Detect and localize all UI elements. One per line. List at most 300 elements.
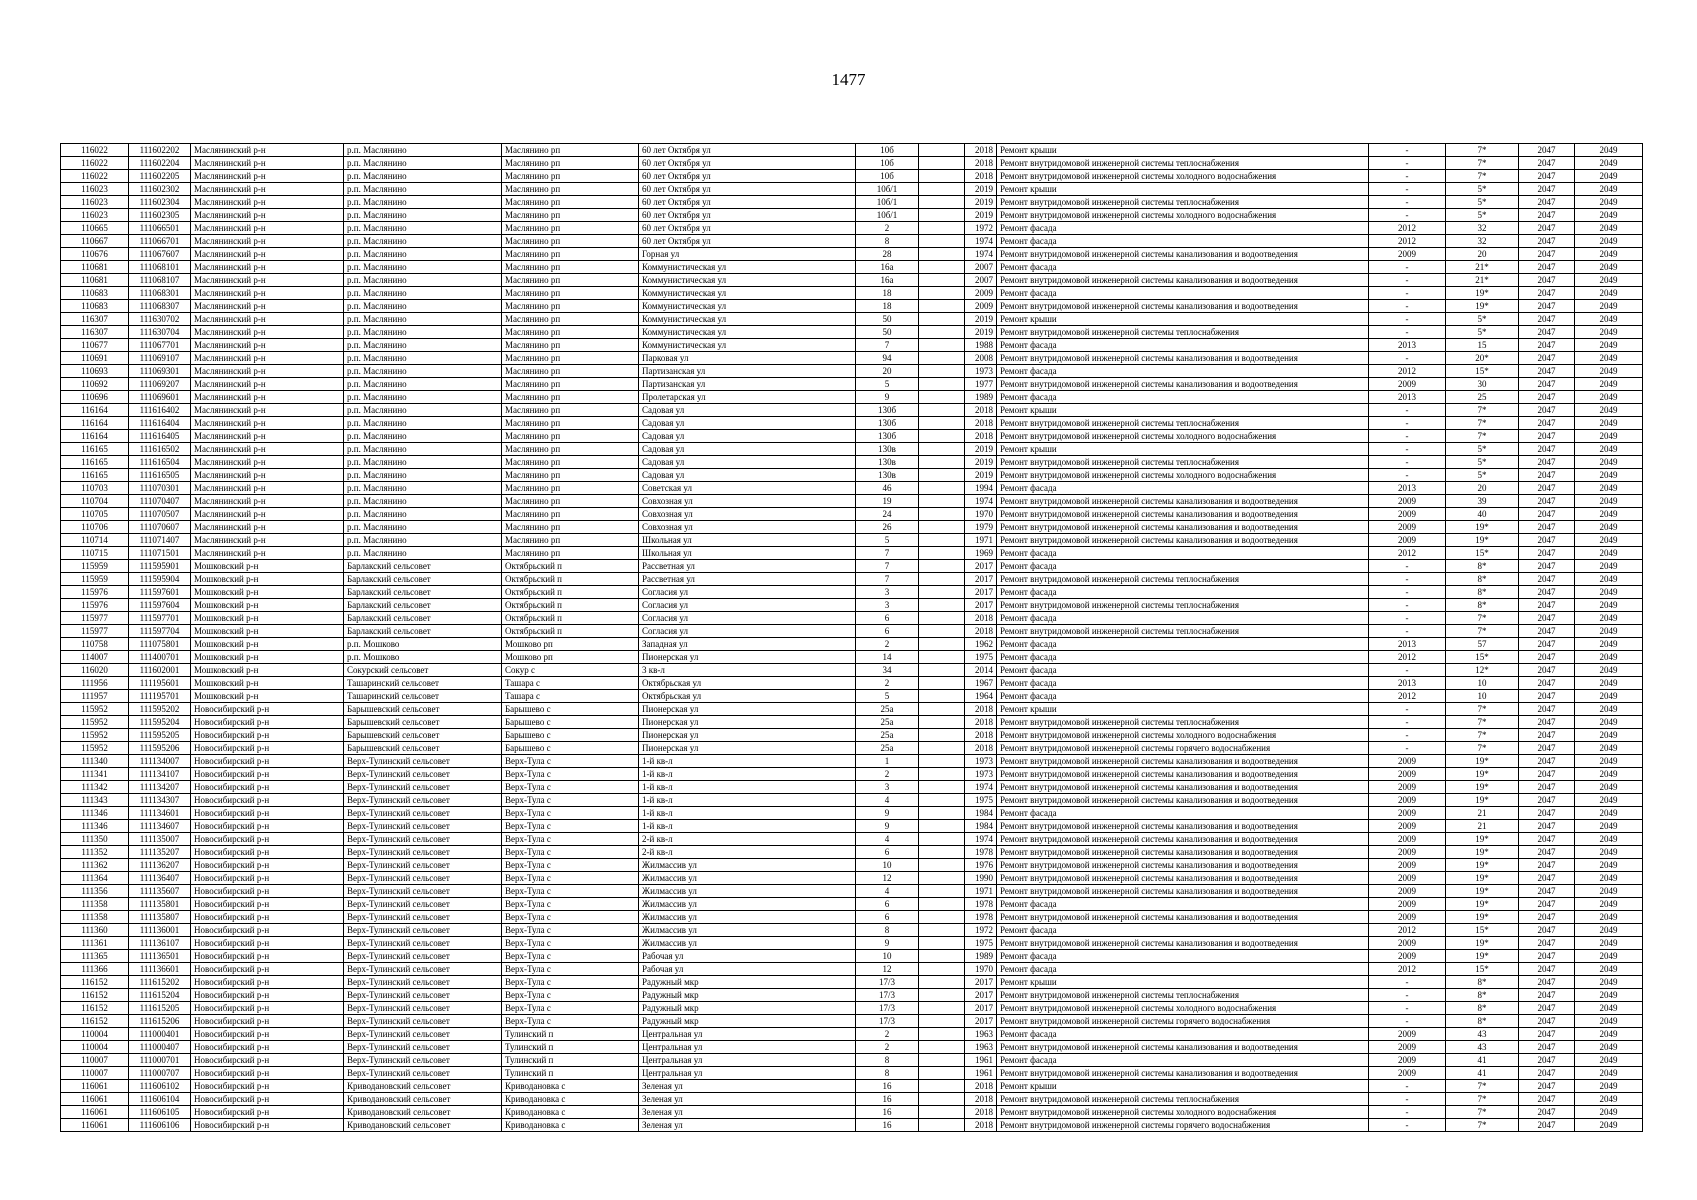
cell-house-id: 110676 <box>61 248 129 261</box>
cell-year-built: 2018 <box>965 1119 997 1132</box>
cell-street: Жилмассив ул <box>639 872 856 885</box>
cell-building <box>919 924 965 937</box>
cell-last-repair-year: 2013 <box>1369 677 1446 690</box>
cell-record-id: 111606104 <box>129 1093 191 1106</box>
cell-year-built: 2019 <box>965 313 997 326</box>
cell-house-number: 130б <box>856 430 919 443</box>
cell-end-year: 2049 <box>1575 846 1643 859</box>
cell-year-built: 1975 <box>965 794 997 807</box>
cell-house-id: 110004 <box>61 1041 129 1054</box>
cell-wear: 21* <box>1446 261 1519 274</box>
cell-wear: 19* <box>1446 950 1519 963</box>
cell-street: Школьная ул <box>639 547 856 560</box>
cell-record-id: 111000401 <box>129 1028 191 1041</box>
cell-record-id: 111071407 <box>129 534 191 547</box>
cell-wear: 10 <box>1446 690 1519 703</box>
cell-district: Маслянинский р-н <box>191 157 344 170</box>
cell-year-built: 1988 <box>965 339 997 352</box>
cell-year-built: 2007 <box>965 261 997 274</box>
cell-house-id: 110007 <box>61 1067 129 1080</box>
cell-district: Новосибирский р-н <box>191 755 344 768</box>
cell-building <box>919 508 965 521</box>
cell-end-year: 2049 <box>1575 586 1643 599</box>
cell-district: Новосибирский р-н <box>191 781 344 794</box>
cell-wear: 5* <box>1446 196 1519 209</box>
cell-record-id: 111069207 <box>129 378 191 391</box>
cell-street: Коммунистическая ул <box>639 313 856 326</box>
cell-last-repair-year: 2009 <box>1369 781 1446 794</box>
cell-end-year: 2049 <box>1575 508 1643 521</box>
cell-building <box>919 443 965 456</box>
cell-last-repair-year: - <box>1369 742 1446 755</box>
cell-year-built: 1978 <box>965 911 997 924</box>
cell-end-year: 2049 <box>1575 651 1643 664</box>
cell-year-built: 1984 <box>965 820 997 833</box>
cell-district: Мошковский р-н <box>191 612 344 625</box>
cell-end-year: 2049 <box>1575 963 1643 976</box>
table-row <box>61 235 1643 248</box>
cell-wear: 8* <box>1446 976 1519 989</box>
cell-last-repair-year: 2012 <box>1369 365 1446 378</box>
cell-house-number: 5 <box>856 378 919 391</box>
cell-wear: 19* <box>1446 768 1519 781</box>
cell-work-type: Ремонт внутридомовой инженерной системы горячего водоснабжения <box>997 742 1369 755</box>
cell-house-id: 111358 <box>61 911 129 924</box>
table-row <box>61 482 1643 495</box>
cell-district: Маслянинский р-н <box>191 482 344 495</box>
cell-year-built: 2019 <box>965 209 997 222</box>
cell-house-number: 4 <box>856 885 919 898</box>
cell-house-id: 115977 <box>61 612 129 625</box>
cell-district: Новосибирский р-н <box>191 794 344 807</box>
cell-start-year: 2047 <box>1519 1054 1575 1067</box>
cell-year-built: 2018 <box>965 716 997 729</box>
cell-record-id: 111071501 <box>129 547 191 560</box>
cell-district: Маслянинский р-н <box>191 339 344 352</box>
cell-municipality: Барышевский сельсовет <box>344 729 502 742</box>
cell-street: Садовая ул <box>639 469 856 482</box>
cell-district: Новосибирский р-н <box>191 807 344 820</box>
cell-wear: 43 <box>1446 1041 1519 1054</box>
cell-building <box>919 248 965 261</box>
cell-start-year: 2047 <box>1519 664 1575 677</box>
cell-house-number: 6 <box>856 846 919 859</box>
cell-end-year: 2049 <box>1575 1093 1643 1106</box>
cell-year-built: 1974 <box>965 781 997 794</box>
table-row <box>61 573 1643 586</box>
cell-building <box>919 586 965 599</box>
cell-record-id: 111069601 <box>129 391 191 404</box>
cell-wear: 21 <box>1446 820 1519 833</box>
cell-end-year: 2049 <box>1575 911 1643 924</box>
cell-wear: 39 <box>1446 495 1519 508</box>
cell-district: Новосибирский р-н <box>191 768 344 781</box>
cell-house-number: 3 <box>856 781 919 794</box>
cell-work-type: Ремонт крыши <box>997 183 1369 196</box>
cell-wear: 7* <box>1446 157 1519 170</box>
cell-work-type: Ремонт фасада <box>997 1054 1369 1067</box>
cell-wear: 19* <box>1446 937 1519 950</box>
cell-record-id: 111602305 <box>129 209 191 222</box>
cell-start-year: 2047 <box>1519 1002 1575 1015</box>
cell-work-type: Ремонт фасада <box>997 690 1369 703</box>
cell-end-year: 2049 <box>1575 248 1643 261</box>
cell-house-id: 116023 <box>61 183 129 196</box>
cell-record-id: 111616404 <box>129 417 191 430</box>
cell-district: Новосибирский р-н <box>191 1054 344 1067</box>
cell-start-year: 2047 <box>1519 677 1575 690</box>
cell-district: Маслянинский р-н <box>191 183 344 196</box>
cell-house-id: 111352 <box>61 846 129 859</box>
cell-house-number: 2 <box>856 677 919 690</box>
cell-year-built: 1973 <box>965 768 997 781</box>
cell-district: Новосибирский р-н <box>191 859 344 872</box>
cell-work-type: Ремонт фасада <box>997 612 1369 625</box>
cell-settlement: Маслянино рп <box>502 469 639 482</box>
cell-year-built: 1974 <box>965 248 997 261</box>
cell-house-number: 10б <box>856 170 919 183</box>
cell-year-built: 2018 <box>965 1080 997 1093</box>
cell-settlement: Октябрьский п <box>502 586 639 599</box>
cell-start-year: 2047 <box>1519 430 1575 443</box>
cell-house-number: 34 <box>856 664 919 677</box>
cell-start-year: 2047 <box>1519 560 1575 573</box>
table-row <box>61 638 1643 651</box>
cell-street: 2-й кв-л <box>639 846 856 859</box>
cell-house-id: 116152 <box>61 1015 129 1028</box>
cell-start-year: 2047 <box>1519 885 1575 898</box>
cell-district: Маслянинский р-н <box>191 196 344 209</box>
cell-street: Совхозная ул <box>639 495 856 508</box>
cell-municipality: Верх-Тулинский сельсовет <box>344 846 502 859</box>
cell-record-id: 111134607 <box>129 820 191 833</box>
cell-end-year: 2049 <box>1575 339 1643 352</box>
cell-building <box>919 716 965 729</box>
table-row <box>61 339 1643 352</box>
cell-record-id: 111616502 <box>129 443 191 456</box>
cell-house-id: 116020 <box>61 664 129 677</box>
cell-municipality: р.п. Маслянино <box>344 417 502 430</box>
cell-house-number: 130б <box>856 404 919 417</box>
cell-start-year: 2047 <box>1519 1106 1575 1119</box>
cell-year-built: 1971 <box>965 534 997 547</box>
table-row <box>61 625 1643 638</box>
cell-start-year: 2047 <box>1519 339 1575 352</box>
cell-house-id: 116023 <box>61 196 129 209</box>
cell-building <box>919 690 965 703</box>
cell-house-number: 17/3 <box>856 1002 919 1015</box>
cell-record-id: 111136107 <box>129 937 191 950</box>
cell-municipality: Барышевский сельсовет <box>344 703 502 716</box>
cell-municipality: р.п. Маслянино <box>344 183 502 196</box>
cell-settlement: Мошково рп <box>502 651 639 664</box>
cell-house-id: 110667 <box>61 235 129 248</box>
cell-last-repair-year: 2012 <box>1369 547 1446 560</box>
cell-house-number: 18 <box>856 287 919 300</box>
cell-settlement: Барышево с <box>502 703 639 716</box>
cell-work-type: Ремонт внутридомовой инженерной системы холодного водоснабжения <box>997 170 1369 183</box>
cell-end-year: 2049 <box>1575 989 1643 1002</box>
cell-end-year: 2049 <box>1575 261 1643 274</box>
cell-municipality: Криводановский сельсовет <box>344 1119 502 1132</box>
cell-start-year: 2047 <box>1519 976 1575 989</box>
cell-work-type: Ремонт внутридомовой инженерной системы теплоснабжения <box>997 326 1369 339</box>
cell-wear: 7* <box>1446 716 1519 729</box>
cell-wear: 8* <box>1446 560 1519 573</box>
cell-house-id: 115976 <box>61 599 129 612</box>
cell-record-id: 111070507 <box>129 508 191 521</box>
cell-end-year: 2049 <box>1575 716 1643 729</box>
cell-record-id: 111135801 <box>129 898 191 911</box>
cell-year-built: 1975 <box>965 651 997 664</box>
cell-wear: 25 <box>1446 391 1519 404</box>
cell-street: Центральная ул <box>639 1028 856 1041</box>
cell-municipality: Барлакский сельсовет <box>344 573 502 586</box>
cell-last-repair-year: 2013 <box>1369 391 1446 404</box>
cell-work-type: Ремонт внутридомовой инженерной системы холодного водоснабжения <box>997 469 1369 482</box>
cell-year-built: 1961 <box>965 1054 997 1067</box>
cell-work-type: Ремонт внутридомовой инженерной системы холодного водоснабжения <box>997 430 1369 443</box>
cell-year-built: 1973 <box>965 755 997 768</box>
table-row <box>61 664 1643 677</box>
cell-record-id: 111630704 <box>129 326 191 339</box>
cell-record-id: 111000701 <box>129 1054 191 1067</box>
cell-district: Мошковский р-н <box>191 560 344 573</box>
cell-start-year: 2047 <box>1519 729 1575 742</box>
cell-start-year: 2047 <box>1519 261 1575 274</box>
cell-building <box>919 859 965 872</box>
cell-last-repair-year: - <box>1369 1093 1446 1106</box>
cell-district: Маслянинский р-н <box>191 326 344 339</box>
cell-house-number: 5 <box>856 690 919 703</box>
cell-settlement: Маслянино рп <box>502 391 639 404</box>
cell-last-repair-year: 2009 <box>1369 859 1446 872</box>
cell-house-number: 8 <box>856 235 919 248</box>
cell-year-built: 2019 <box>965 326 997 339</box>
table-row <box>61 924 1643 937</box>
cell-record-id: 111066701 <box>129 235 191 248</box>
cell-municipality: Барышевский сельсовет <box>344 716 502 729</box>
cell-house-number: 7 <box>856 573 919 586</box>
cell-wear: 7* <box>1446 625 1519 638</box>
table-row <box>61 378 1643 391</box>
cell-street: Коммунистическая ул <box>639 326 856 339</box>
cell-building <box>919 1015 965 1028</box>
cell-building <box>919 833 965 846</box>
cell-district: Мошковский р-н <box>191 586 344 599</box>
cell-work-type: Ремонт внутридомовой инженерной системы канализования и водоотведения <box>997 755 1369 768</box>
cell-settlement: Верх-Тула с <box>502 963 639 976</box>
cell-last-repair-year: 2009 <box>1369 768 1446 781</box>
cell-last-repair-year: - <box>1369 404 1446 417</box>
cell-building <box>919 625 965 638</box>
cell-record-id: 111070407 <box>129 495 191 508</box>
cell-district: Новосибирский р-н <box>191 742 344 755</box>
cell-year-built: 1972 <box>965 222 997 235</box>
cell-municipality: р.п. Маслянино <box>344 521 502 534</box>
cell-start-year: 2047 <box>1519 807 1575 820</box>
cell-district: Маслянинский р-н <box>191 287 344 300</box>
cell-work-type: Ремонт внутридомовой инженерной системы холодного водоснабжения <box>997 729 1369 742</box>
cell-end-year: 2049 <box>1575 547 1643 560</box>
cell-wear: 5* <box>1446 209 1519 222</box>
cell-building <box>919 755 965 768</box>
cell-wear: 12* <box>1446 664 1519 677</box>
cell-last-repair-year: - <box>1369 664 1446 677</box>
cell-settlement: Маслянино рп <box>502 482 639 495</box>
cell-settlement: Октябрьский п <box>502 599 639 612</box>
cell-street: Совхозная ул <box>639 521 856 534</box>
cell-wear: 21 <box>1446 807 1519 820</box>
cell-municipality: р.п. Маслянино <box>344 196 502 209</box>
cell-district: Новосибирский р-н <box>191 703 344 716</box>
cell-start-year: 2047 <box>1519 547 1575 560</box>
cell-house-id: 116165 <box>61 469 129 482</box>
cell-house-number: 9 <box>856 937 919 950</box>
cell-settlement: Маслянино рп <box>502 313 639 326</box>
cell-start-year: 2047 <box>1519 495 1575 508</box>
cell-wear: 15* <box>1446 963 1519 976</box>
cell-municipality: Барлакский сельсовет <box>344 586 502 599</box>
cell-wear: 10 <box>1446 677 1519 690</box>
cell-last-repair-year: 2009 <box>1369 937 1446 950</box>
cell-street: Рабочая ул <box>639 963 856 976</box>
cell-district: Новосибирский р-н <box>191 976 344 989</box>
cell-street: Радужный мкр <box>639 976 856 989</box>
cell-district: Новосибирский р-н <box>191 963 344 976</box>
cell-house-id: 111358 <box>61 898 129 911</box>
table-row <box>61 1119 1643 1132</box>
table-row <box>61 469 1643 482</box>
cell-building <box>919 664 965 677</box>
cell-wear: 7* <box>1446 417 1519 430</box>
cell-municipality: Криводановский сельсовет <box>344 1106 502 1119</box>
cell-last-repair-year: 2009 <box>1369 820 1446 833</box>
cell-municipality: Верх-Тулинский сельсовет <box>344 1015 502 1028</box>
cell-street: Садовая ул <box>639 417 856 430</box>
cell-municipality: р.п. Маслянино <box>344 391 502 404</box>
cell-house-number: 2 <box>856 638 919 651</box>
cell-settlement: Барышево с <box>502 742 639 755</box>
table-row <box>61 1106 1643 1119</box>
table-row <box>61 443 1643 456</box>
cell-wear: 57 <box>1446 638 1519 651</box>
cell-wear: 19* <box>1446 781 1519 794</box>
cell-building <box>919 521 965 534</box>
table-row <box>61 326 1643 339</box>
cell-settlement: Верх-Тула с <box>502 768 639 781</box>
cell-building <box>919 742 965 755</box>
cell-wear: 7* <box>1446 742 1519 755</box>
cell-street: Согласия ул <box>639 599 856 612</box>
cell-start-year: 2047 <box>1519 872 1575 885</box>
cell-record-id: 111134207 <box>129 781 191 794</box>
cell-last-repair-year: - <box>1369 274 1446 287</box>
cell-house-number: 25а <box>856 729 919 742</box>
cell-street: Садовая ул <box>639 456 856 469</box>
cell-year-built: 2017 <box>965 560 997 573</box>
cell-municipality: р.п. Маслянино <box>344 300 502 313</box>
cell-house-id: 111342 <box>61 781 129 794</box>
cell-year-built: 1971 <box>965 885 997 898</box>
cell-wear: 30 <box>1446 378 1519 391</box>
table-row <box>61 248 1643 261</box>
cell-street: Центральная ул <box>639 1054 856 1067</box>
cell-house-id: 115977 <box>61 625 129 638</box>
cell-work-type: Ремонт внутридомовой инженерной системы канализования и водоотведения <box>997 781 1369 794</box>
cell-end-year: 2049 <box>1575 794 1643 807</box>
cell-street: 1-й кв-л <box>639 768 856 781</box>
cell-building <box>919 209 965 222</box>
cell-year-built: 2017 <box>965 599 997 612</box>
cell-municipality: Верх-Тулинский сельсовет <box>344 833 502 846</box>
cell-year-built: 2017 <box>965 989 997 1002</box>
cell-record-id: 111067607 <box>129 248 191 261</box>
cell-end-year: 2049 <box>1575 833 1643 846</box>
cell-municipality: Верх-Тулинский сельсовет <box>344 937 502 950</box>
cell-last-repair-year: 2009 <box>1369 898 1446 911</box>
cell-work-type: Ремонт фасада <box>997 547 1369 560</box>
cell-house-number: 14 <box>856 651 919 664</box>
cell-work-type: Ремонт крыши <box>997 443 1369 456</box>
cell-last-repair-year: - <box>1369 456 1446 469</box>
cell-start-year: 2047 <box>1519 937 1575 950</box>
cell-end-year: 2049 <box>1575 534 1643 547</box>
cell-year-built: 1978 <box>965 846 997 859</box>
cell-work-type: Ремонт фасада <box>997 1028 1369 1041</box>
cell-end-year: 2049 <box>1575 898 1643 911</box>
cell-wear: 7* <box>1446 144 1519 157</box>
table-row <box>61 534 1643 547</box>
cell-work-type: Ремонт фасада <box>997 261 1369 274</box>
cell-house-number: 17/3 <box>856 989 919 1002</box>
cell-settlement: Маслянино рп <box>502 196 639 209</box>
cell-district: Маслянинский р-н <box>191 456 344 469</box>
cell-building <box>919 599 965 612</box>
cell-building <box>919 729 965 742</box>
cell-district: Мошковский р-н <box>191 599 344 612</box>
table-row <box>61 1028 1643 1041</box>
cell-house-id: 110683 <box>61 287 129 300</box>
cell-house-number: 10б <box>856 144 919 157</box>
cell-last-repair-year: 2012 <box>1369 924 1446 937</box>
cell-district: Маслянинский р-н <box>191 313 344 326</box>
cell-last-repair-year: 2012 <box>1369 235 1446 248</box>
cell-settlement: Маслянино рп <box>502 222 639 235</box>
cell-last-repair-year: 2009 <box>1369 248 1446 261</box>
cell-house-number: 28 <box>856 248 919 261</box>
cell-last-repair-year: 2009 <box>1369 534 1446 547</box>
cell-last-repair-year: - <box>1369 443 1446 456</box>
cell-settlement: Маслянино рп <box>502 508 639 521</box>
cell-municipality: р.п. Маслянино <box>344 235 502 248</box>
cell-last-repair-year: 2013 <box>1369 482 1446 495</box>
cell-record-id: 111606106 <box>129 1119 191 1132</box>
cell-district: Маслянинский р-н <box>191 404 344 417</box>
cell-municipality: р.п. Маслянино <box>344 287 502 300</box>
cell-work-type: Ремонт внутридомовой инженерной системы канализования и водоотведения <box>997 378 1369 391</box>
cell-start-year: 2047 <box>1519 482 1575 495</box>
cell-start-year: 2047 <box>1519 833 1575 846</box>
cell-street: Парковая ул <box>639 352 856 365</box>
cell-street: Коммунистическая ул <box>639 339 856 352</box>
cell-street: Рассветная ул <box>639 573 856 586</box>
table-row <box>61 651 1643 664</box>
cell-settlement: Маслянино рп <box>502 456 639 469</box>
cell-start-year: 2047 <box>1519 456 1575 469</box>
cell-building <box>919 781 965 794</box>
cell-wear: 32 <box>1446 235 1519 248</box>
